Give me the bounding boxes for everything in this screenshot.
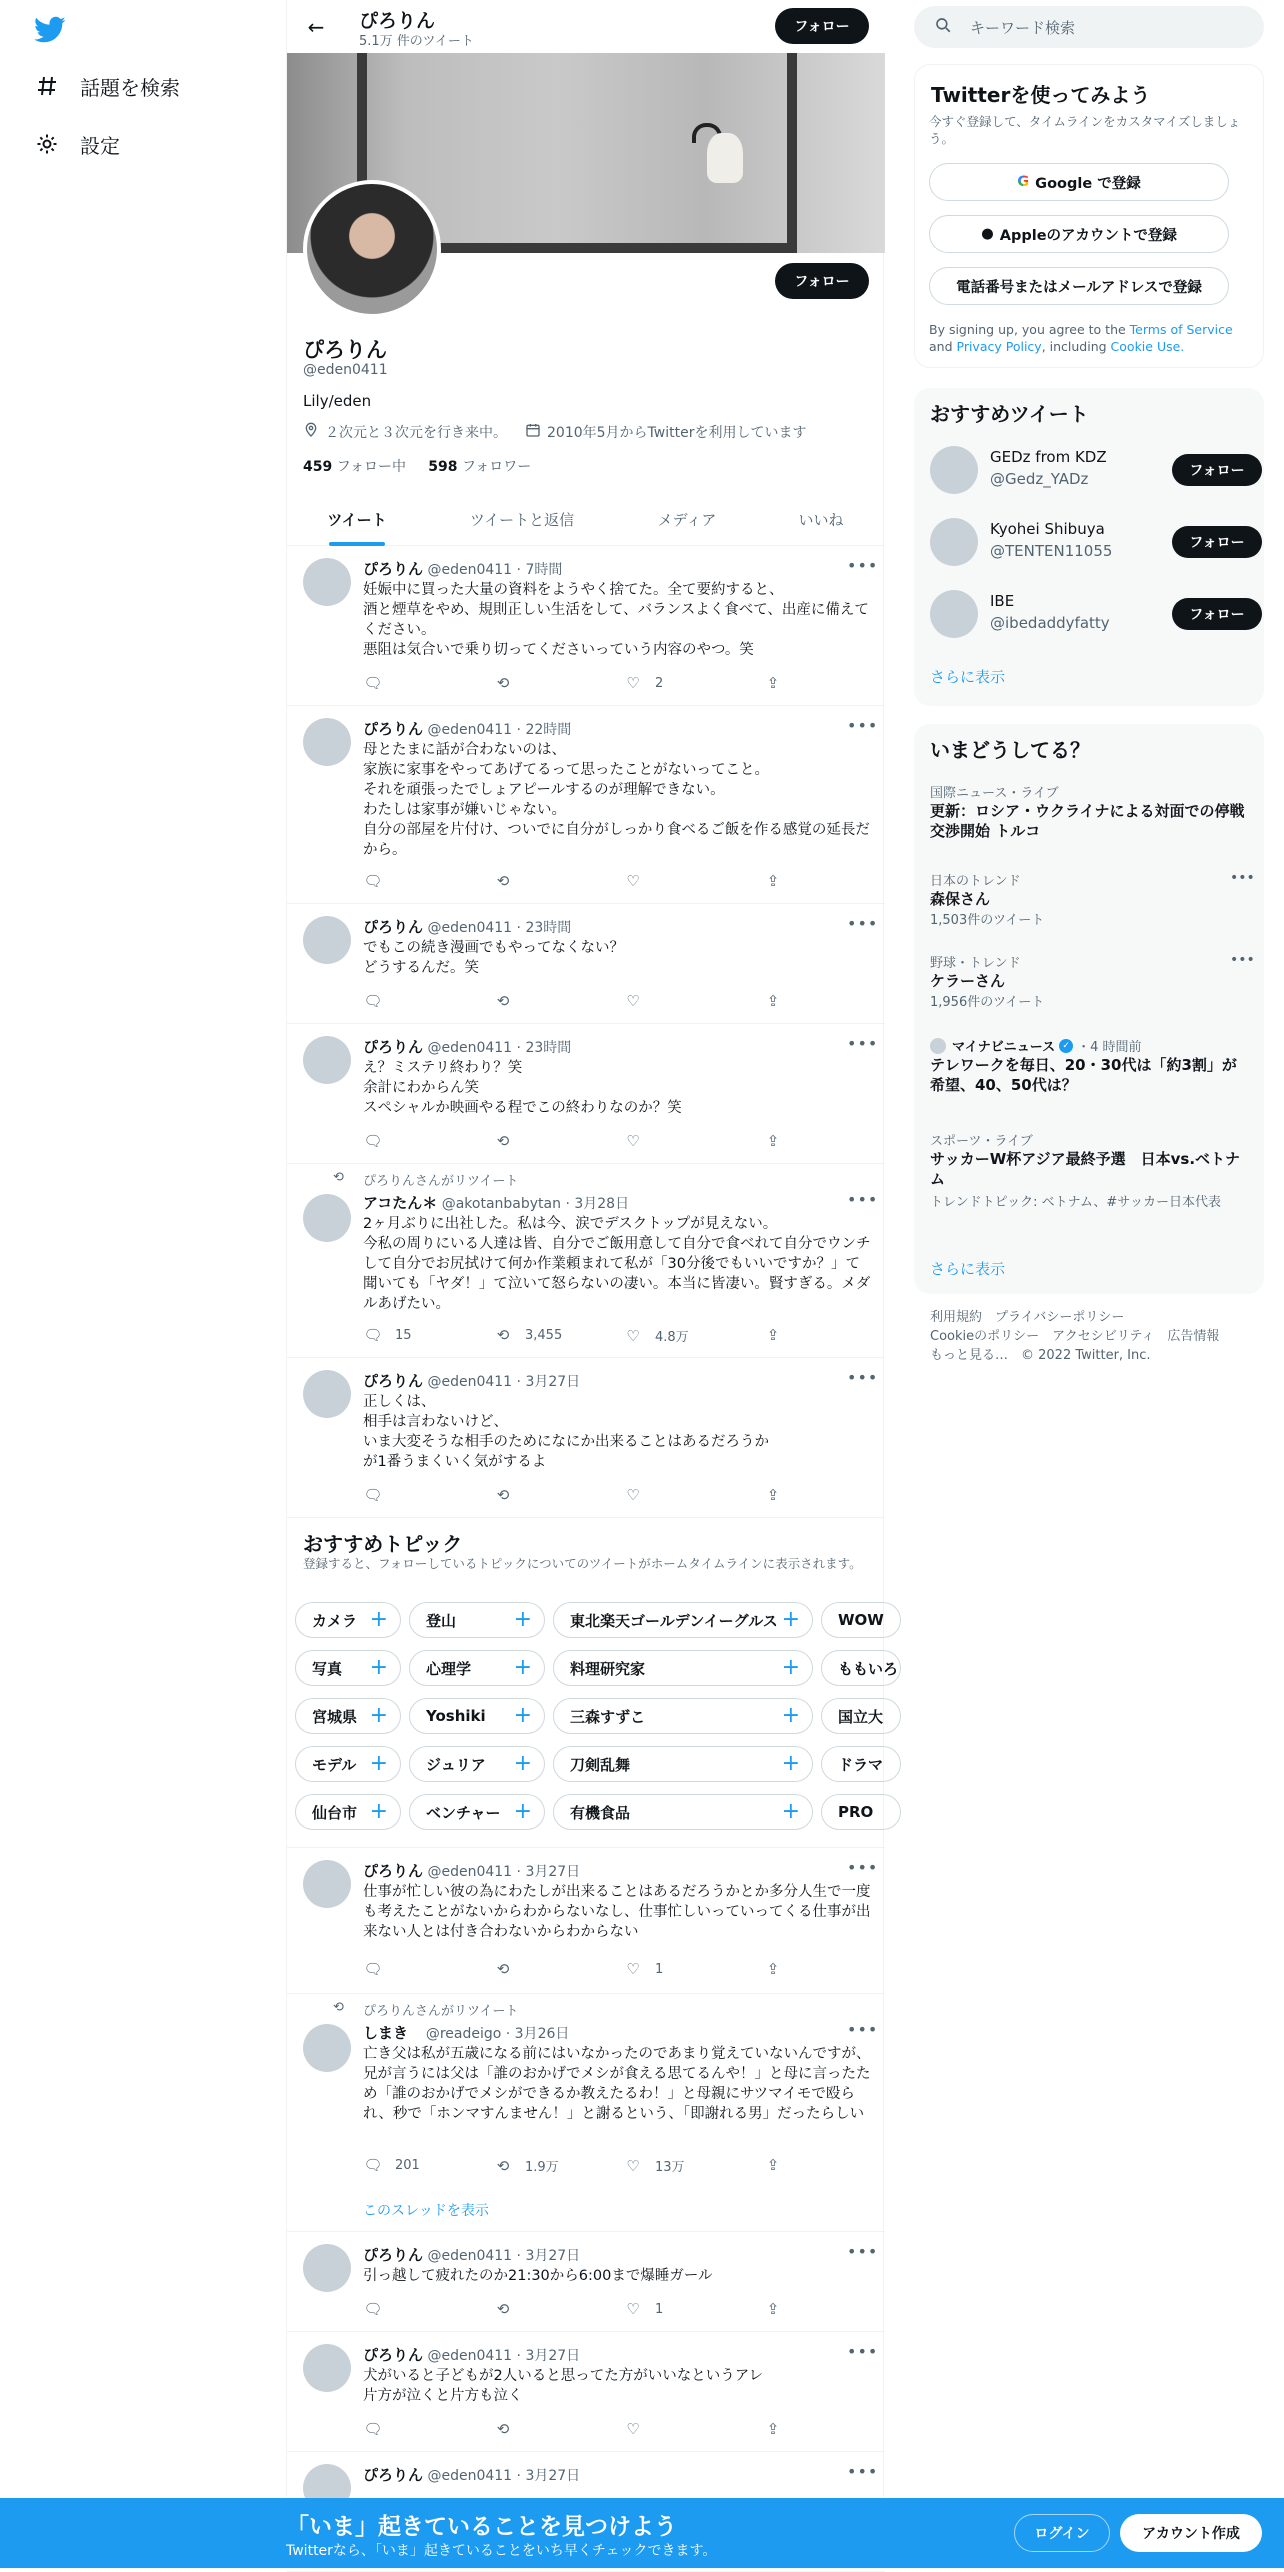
tweet-text: 仕事が忙しい彼の為にわたしが出来ることはあるだろうかとか多分人生で一度も考えたことがないからわからないなし、仕事忙しいっていってくる仕事が出来ない人とは付き合わないからわからない xyxy=(363,1884,871,1940)
heart-icon: ♡ xyxy=(626,2300,640,2318)
tweet-author: ぴろりん xyxy=(363,2466,424,2484)
profile-meta xyxy=(303,422,806,442)
share-icon: ⇪ xyxy=(766,1960,780,1978)
more-icon[interactable]: ••• xyxy=(847,1190,879,1209)
show-thread-link[interactable]: このスレッドを表示 xyxy=(363,2203,489,2219)
topic-pill[interactable]: 心理学 + xyxy=(409,1650,545,1686)
reply-icon: 🗨︎ xyxy=(363,2300,383,2318)
topic-pill[interactable]: 刀剣乱舞 + xyxy=(553,1746,813,1782)
following-link[interactable]: 459 フォロー中 xyxy=(303,459,406,475)
trends-title: いまどうしてる？ xyxy=(930,738,1090,762)
plus-icon: + xyxy=(781,1655,800,1680)
avatar[interactable] xyxy=(303,1370,351,1418)
plus-icon: + xyxy=(513,1703,532,1728)
topic-pill[interactable]: 有機食品 + xyxy=(553,1794,813,1830)
tweet-author: ぴろりん xyxy=(363,560,424,578)
more-icon[interactable]: ••• xyxy=(1230,870,1255,886)
heart-icon: ♡ xyxy=(626,1326,640,1345)
avatar[interactable] xyxy=(303,1194,351,1242)
avatar xyxy=(930,1038,946,1054)
reply-icon: 🗨︎ xyxy=(363,2156,383,2174)
retweet-button[interactable] xyxy=(493,2300,525,2318)
share-button[interactable] xyxy=(763,872,795,890)
avatar[interactable] xyxy=(303,916,351,964)
retweet-icon: ⟲ xyxy=(333,2000,344,2015)
retweeted-by: ぴろりんさんがリツイート xyxy=(363,1174,519,1189)
tweet[interactable]: ぴろりん @eden0411 · 23時間 ••• え？ミステリ終わり？笑 余計にわからん笑 スペシャルか映画やる程でこの終わりなのか？笑 🗨︎ ⟲ ♡ ⇪ xyxy=(287,1024,885,1164)
tweet[interactable]: ぴろりん @eden0411 · 22時間 ••• 母とたまに話が合わないのは、 家族に家事をやってあげてるって思ったことがないってこと。 それを頑張ったでしょアピールするのが理解できない。 わたしは家事が嫌いじゃない。 自分の部屋を片付け、ついでに自分がしっかり食べるご飯を作る感覚の延長だから。 🗨︎ ⟲ ♡ ⇪ xyxy=(287,706,885,904)
avatar[interactable] xyxy=(303,718,351,766)
tweet-time: 3月28日 xyxy=(574,1196,630,1212)
header-name: ぴろりん xyxy=(359,10,436,32)
tab-tweets[interactable]: ツイート xyxy=(287,492,427,546)
heart-icon: ♡ xyxy=(626,992,640,1010)
profile-follow-counts xyxy=(303,456,531,476)
share-button[interactable] xyxy=(763,2156,795,2174)
share-button[interactable] xyxy=(763,1486,795,1504)
reply-icon: 🗨︎ xyxy=(363,872,383,890)
reply-icon: 🗨︎ xyxy=(363,1132,383,1150)
share-button[interactable] xyxy=(763,1132,795,1150)
share-icon: ⇪ xyxy=(766,2420,780,2438)
topic-pill[interactable]: 国立大 xyxy=(821,1698,901,1734)
reply-button[interactable] xyxy=(363,1960,395,1978)
tweet-time: 3月27日 xyxy=(525,2348,581,2364)
topic-pill[interactable]: Yoshiki + xyxy=(409,1698,545,1734)
privacy-link[interactable]: Privacy Policy xyxy=(956,339,1042,354)
who-to-follow-card xyxy=(914,388,1264,706)
tweet-handle: @eden0411 xyxy=(427,1374,513,1390)
tweet-actions xyxy=(363,2156,803,2176)
cookie-link[interactable]: Cookie Use. xyxy=(1110,339,1185,354)
tweet[interactable]: ぴろりん @eden0411 · 3月27日 ••• 正しくは、 相手は言わないけど、 いま大変そうな相手のためになにか出来ることはあるだろうか が1番うまくいく気がするよ 🗨︎ ⟲ ♡ ⇪ xyxy=(287,1358,885,1518)
trend-item[interactable]: 野球・トレンド ケラーさん 1,956件のツイート ••• xyxy=(930,952,1255,1010)
follow-button[interactable]: フォロー xyxy=(1172,526,1262,558)
nav-settings-label: 設定 xyxy=(80,133,120,158)
retweet-icon: ⟲ xyxy=(496,2156,510,2175)
reply-button[interactable] xyxy=(363,872,395,890)
tweet-actions xyxy=(363,872,803,892)
reply-icon: 🗨︎ xyxy=(363,1326,383,1344)
heart-icon: ♡ xyxy=(626,1960,640,1978)
heart-icon: ♡ xyxy=(626,1486,640,1504)
avatar[interactable] xyxy=(303,1860,351,1908)
tweet[interactable]: ぴろりん @eden0411 · 7時間 ••• 妊娠中に買った大量の資料をようやく捨てた。全て要約すると、 酒と煙草をやめ、規則正しい生活をして、バランスよく食べて、出産に備えてください。 悪阻は気合いで乗り切ってくださいっていう内容のやつ。笑 🗨︎ ⟲ ♡ 2 ⇪ xyxy=(287,546,885,706)
bottom-title: 「いま」起きていることを見つけよう xyxy=(286,2514,677,2540)
profile-column xyxy=(286,0,899,2568)
tweet-text: 亡き父は私が五歳になる前にはいなかったのであまり覚えていないんですが、兄が言うには父は「誰のおかげでメシが食える思てるんや！」と母に言ったため「誰のおかげでメシができるか教えたるわ！」と母親にサツマイモで殴られ、秒で「ホンマすんません！」と謝るという、「即謝れる男」だったらしい xyxy=(363,2046,871,2122)
reply-icon: 🗨︎ xyxy=(363,1486,383,1504)
reply-icon: 🗨︎ xyxy=(363,1960,383,1978)
avatar xyxy=(930,446,978,494)
plus-icon: + xyxy=(781,1799,800,1824)
retweet-icon: ⟲ xyxy=(496,1326,510,1344)
topic-pill[interactable]: PRO xyxy=(821,1794,901,1830)
tweet-author: ぴろりん xyxy=(363,1862,424,1880)
share-icon: ⇪ xyxy=(766,674,780,692)
trend-item[interactable]: 国際ニュース・ライブ 更新：ロシア・ウクライナによる対面での停戦交渉開始 トルコ xyxy=(930,786,1245,840)
tweet-actions xyxy=(363,1960,803,1980)
followers-link[interactable]: 598 フォロワー xyxy=(428,459,532,475)
wtf-user[interactable]: Kyohei Shibuya @TENTEN11055 フォロー xyxy=(930,512,1250,572)
plus-icon: + xyxy=(369,1799,388,1824)
retweet-icon: ⟲ xyxy=(496,674,510,692)
tweet-text: 正しくは、 相手は言わないけど、 いま大変そうな相手のためになにか出来ることはあるだろうか が1番うまくいく気がするよ xyxy=(363,1394,769,1470)
tweet-author: ぴろりん xyxy=(363,1038,424,1056)
tweet-author: しまき xyxy=(363,2024,409,2042)
tweet[interactable]: ぴろりん @eden0411 · 3月27日 ••• 引っ越して疲れたのか21:30から6:00まで爆睡ガール 🗨︎ ⟲ ♡ 1 ⇪ xyxy=(287,2232,885,2332)
search-icon xyxy=(934,16,952,38)
bottom-subtitle: Twitterなら、「いま」起きていることをいち早くチェックできます。 xyxy=(286,2543,717,2559)
retweet-icon: ⟲ xyxy=(496,2420,510,2438)
share-button[interactable] xyxy=(763,2300,795,2318)
twitter-logo-icon[interactable] xyxy=(34,16,66,44)
like-button[interactable]: ♡ 13万 xyxy=(623,2156,685,2175)
profile-bio: Lily/eden xyxy=(303,392,372,410)
tweet-time: 23時間 xyxy=(525,1040,572,1056)
profile-location: ２次元と３次元を行き来中。 xyxy=(325,425,507,441)
tweet-author: アコたん＊ xyxy=(363,1194,438,1212)
topic-pill[interactable]: 東北楽天ゴールデンイーグルス + xyxy=(553,1602,813,1638)
plus-icon: + xyxy=(781,1751,800,1776)
google-icon: G xyxy=(1017,174,1030,190)
retweet-icon: ⟲ xyxy=(496,1486,510,1504)
footer-line-2[interactable]: Cookieのポリシー アクセシビリティ 広告情報 xyxy=(930,1329,1220,1344)
trends-card xyxy=(914,724,1264,1294)
like-button[interactable] xyxy=(623,872,655,890)
more-icon[interactable]: ••• xyxy=(847,2242,879,2261)
tweet-text: 妊娠中に買った大量の資料をようやく捨てた。全て要約すると、 酒と煙草をやめ、規則正しい生活をして、バランスよく食べて、出産に備えてください。 悪阻は気合いで乗り切ってくださいっていう内容のやつ。笑 xyxy=(363,582,869,658)
reply-button[interactable] xyxy=(363,1486,395,1504)
reply-icon: 🗨︎ xyxy=(363,992,383,1010)
tweet-text: 引っ越して疲れたのか21:30から6:00まで爆睡ガール xyxy=(363,2268,713,2284)
avatar[interactable] xyxy=(303,2244,351,2292)
retweeted-by: ぴろりんさんがリツイート xyxy=(363,2004,519,2019)
footer-line-1[interactable]: 利用規約 プライバシーポリシー xyxy=(930,1310,1125,1325)
like-button[interactable] xyxy=(623,1132,655,1150)
tweet-time: 3月26日 xyxy=(514,2026,570,2042)
header-follow-button[interactable]: フォロー xyxy=(775,8,869,44)
share-button[interactable] xyxy=(763,674,795,692)
share-icon: ⇪ xyxy=(766,1326,780,1344)
share-button[interactable] xyxy=(763,1326,795,1344)
retweet-icon: ⟲ xyxy=(496,1132,510,1150)
tweet-handle: @eden0411 xyxy=(427,2468,513,2484)
more-icon[interactable]: ••• xyxy=(847,716,879,735)
trend-item[interactable]: 日本のトレンド 森保さん 1,503件のツイート ••• xyxy=(930,870,1255,928)
reply-button[interactable] xyxy=(363,1132,395,1150)
plus-icon: + xyxy=(513,1751,532,1776)
profile-header-bar xyxy=(287,0,885,53)
more-icon[interactable]: ••• xyxy=(847,2020,879,2039)
tweet-time: 7時間 xyxy=(525,562,563,578)
retweet-button[interactable] xyxy=(493,992,525,1010)
tab-tweets-replies[interactable]: ツイートと返信 xyxy=(469,510,575,529)
topic-pill[interactable]: カメラ + xyxy=(295,1602,401,1638)
heart-icon: ♡ xyxy=(626,674,640,692)
tweet-text: え？ミステリ終わり？笑 余計にわからん笑 スペシャルか映画やる程でこの終わりなのか？笑 xyxy=(363,1060,682,1116)
tweet-author: ぴろりん xyxy=(363,2346,424,2364)
tweet-actions xyxy=(363,1486,803,1506)
tweet-time: 3月27日 xyxy=(525,2248,581,2264)
profile-name: ぴろりん xyxy=(303,338,387,362)
topic-pill[interactable]: モデル + xyxy=(295,1746,401,1782)
heart-icon: ♡ xyxy=(626,2156,640,2175)
topic-pill[interactable]: 登山 + xyxy=(409,1602,545,1638)
wtf-user[interactable]: GEDz from KDZ @Gedz_YADz フォロー xyxy=(930,440,1250,500)
search-input[interactable] xyxy=(914,6,1264,48)
tweet-actions xyxy=(363,674,803,694)
tweet-handle: @eden0411 xyxy=(427,920,513,936)
share-icon: ⇪ xyxy=(766,992,780,1010)
location-icon xyxy=(303,422,319,442)
plus-icon: + xyxy=(369,1655,388,1680)
login-button[interactable]: ログイン xyxy=(1014,2514,1110,2552)
retweet-icon: ⟲ xyxy=(496,2300,510,2318)
reply-button[interactable]: 🗨︎ 15 xyxy=(363,1326,412,1344)
tweet[interactable]: ぴろりん @eden0411 · 3月27日 ••• xyxy=(287,2452,885,2572)
tweet-author: ぴろりん xyxy=(363,720,424,738)
plus-icon: + xyxy=(513,1607,532,1632)
topics-title: おすすめトピック xyxy=(303,1532,463,1556)
verified-icon: ✓ xyxy=(1059,1039,1073,1053)
signup-desc: 今すぐ登録して、タイムラインをカスタマイズしましょう。 xyxy=(929,114,1241,146)
like-button[interactable]: ♡ 1 xyxy=(623,1960,663,1978)
topic-pill[interactable]: ジュリア + xyxy=(409,1746,545,1782)
tweet-time: 23時間 xyxy=(525,920,572,936)
profile-joined: 2010年5月からTwitterを利用しています xyxy=(547,425,807,441)
search-placeholder: キーワード検索 xyxy=(970,18,1076,37)
tweet[interactable]: ぴろりん @eden0411 · 23時間 ••• でもこの続き漫画でもやってなくない？ どうするんだ。笑 🗨︎ ⟲ ♡ ⇪ xyxy=(287,904,885,1024)
tweet-text: 母とたまに話が合わないのは、 家族に家事をやってあげてるって思ったことがないってこと。 それを頑張ったでしょアピールするのが理解できない。 わたしは家事が嫌いじゃない。 自分の部屋を片付け、ついでに自分がしっかり食べるご飯を作る感覚の延長だから。 xyxy=(363,742,870,858)
footer-links xyxy=(930,1308,1260,1365)
apple-icon: ● xyxy=(981,226,994,242)
avatar[interactable] xyxy=(303,558,351,606)
wtf-title: おすすめツイート xyxy=(930,402,1089,426)
retweet-icon: ⟲ xyxy=(496,872,510,890)
tweet-handle: @eden0411 xyxy=(427,2248,513,2264)
signup-bottom-bar xyxy=(0,2498,1284,2568)
topic-pill[interactable]: 仙台市 + xyxy=(295,1794,401,1830)
more-icon[interactable]: ••• xyxy=(847,2342,879,2361)
retweet-button[interactable] xyxy=(493,2420,525,2438)
apple-signup-button[interactable]: ● Appleのアカウントで登録 xyxy=(929,215,1229,253)
reply-icon: 🗨︎ xyxy=(363,674,383,692)
tweet-time: 22時間 xyxy=(525,722,572,738)
tweet-text: 2ヶ月ぶりに出社した。私は今、涙でデスクトップが見えない。 今私の周りにいる人達は皆、自分でご飯用意して自分で食べれて自分でウンチして自分でお尻拭けて何か作業頼まれて私が「30分後でもいいですか？」て聞いても「ヤダ！」て泣いて怒らないの凄い。本当に皆凄い。賢すぎる。メダルあげたい。 xyxy=(363,1216,871,1312)
nav-explore-label: 話題を検索 xyxy=(80,75,180,100)
topics-subtitle: 登録すると、フォローしているトピックについてのツイートがホームタイムラインに表示されます。 xyxy=(303,1556,862,1571)
topic-pill[interactable]: 写真 + xyxy=(295,1650,401,1686)
topic-pill[interactable]: ベンチャー + xyxy=(409,1794,545,1830)
signup-card xyxy=(914,64,1264,368)
gear-icon xyxy=(34,131,60,157)
tweet-handle: @eden0411 xyxy=(427,1864,513,1880)
share-icon: ⇪ xyxy=(766,1132,780,1150)
trend-item[interactable]: マイナビニュース ✓ ・4 時間前 テレワークを毎日、20・30代は「約3割」が希望、40、50代は？ xyxy=(930,1036,1250,1095)
avatar xyxy=(930,518,978,566)
tweet-handle: @eden0411 xyxy=(427,722,513,738)
header-tweet-count: 5.1万 件のツイート xyxy=(359,34,474,49)
tweet-time: 3月27日 xyxy=(525,2468,581,2484)
more-icon[interactable]: ••• xyxy=(1230,952,1255,968)
like-button[interactable] xyxy=(623,1486,655,1504)
more-icon[interactable]: ••• xyxy=(847,1858,879,1877)
tweet-author: ぴろりん xyxy=(363,918,424,936)
heart-icon: ♡ xyxy=(626,1132,640,1150)
footer-line-3[interactable]: もっと見る… © 2022 Twitter, Inc. xyxy=(930,1348,1151,1363)
avatar[interactable] xyxy=(303,1036,351,1084)
like-button[interactable]: ♡ 2 xyxy=(623,674,663,692)
tweet-actions xyxy=(363,1132,803,1152)
plus-icon: + xyxy=(369,1607,388,1632)
wtf-show-more[interactable]: さらに表示 xyxy=(930,668,1006,686)
back-arrow-icon[interactable]: ← xyxy=(307,15,325,39)
retweet-icon: ⟲ xyxy=(496,992,510,1010)
tweet-author: ぴろりん xyxy=(363,2246,424,2264)
nav-settings[interactable] xyxy=(34,124,120,164)
google-signup-button[interactable]: G Google で登録 xyxy=(929,163,1229,201)
terms-text: By signing up, you agree to the Terms of Service and Privacy Policy, including Cookie Use. xyxy=(929,322,1233,354)
tweet[interactable]: ⟲ ぴろりんさんがリツイート しまき @readeigo · 3月26日 ••• 亡き父は私が五歳になる前にはいなかったのであまり覚えていないんですが、兄が言うには父は「誰のおかげでメシが食える思てるんや！」と母に言ったため「誰のおかげでメシができるか教えたるわ！」と母親にサツマイモで殴られ、秒で「ホンマすんません！」と謝るという、「即謝れる男」だったらしい 🗨︎ 201 ⟲ 1.9万 ♡ 13万 ⇪ このスレッドを表示 xyxy=(287,1994,885,2232)
signup-title: Twitterを使ってみよう xyxy=(931,83,1151,107)
calendar-icon xyxy=(525,422,541,442)
tweet-actions xyxy=(363,2420,803,2440)
retweet-button[interactable] xyxy=(493,1132,525,1150)
reply-button[interactable] xyxy=(363,674,395,692)
share-button[interactable] xyxy=(763,1960,795,1978)
share-icon: ⇪ xyxy=(766,2300,780,2318)
tweet-handle: @eden0411 xyxy=(427,1040,513,1056)
plus-icon: + xyxy=(513,1655,532,1680)
retweet-icon: ⟲ xyxy=(496,1960,510,1978)
plus-icon: + xyxy=(781,1703,800,1728)
hash-icon xyxy=(34,73,60,99)
topic-pill[interactable]: WOW xyxy=(821,1602,901,1638)
trend-item[interactable]: スポーツ・ライブ サッカーW杯アジア最終予選 日本vs.ベトナム トレンドトピック: ベトナム、#サッカー日本代表 xyxy=(930,1134,1241,1210)
tweet-actions xyxy=(363,1326,803,1346)
tweet-handle: @eden0411 xyxy=(427,2348,513,2364)
avatar[interactable] xyxy=(303,2344,351,2392)
topic-pill[interactable]: ももいろ xyxy=(821,1650,901,1686)
profile-avatar[interactable] xyxy=(303,180,441,318)
tweet-handle: @eden0411 xyxy=(427,562,513,578)
terms-link[interactable]: Terms of Service xyxy=(1129,322,1233,337)
plus-icon: + xyxy=(369,1751,388,1776)
retweet-button[interactable] xyxy=(493,872,525,890)
nav-explore[interactable] xyxy=(34,66,180,106)
topic-pill[interactable]: ドラマ xyxy=(821,1746,901,1782)
reply-button[interactable]: 🗨︎ 201 xyxy=(363,2156,420,2174)
like-button[interactable] xyxy=(623,992,655,1010)
more-icon[interactable]: ••• xyxy=(847,1034,879,1053)
signup-button[interactable]: アカウント作成 xyxy=(1120,2514,1262,2552)
follow-button[interactable]: フォロー xyxy=(1172,454,1262,486)
reply-button[interactable] xyxy=(363,2420,395,2438)
retweet-button[interactable] xyxy=(493,674,525,692)
follow-button[interactable]: フォロー xyxy=(1172,598,1262,630)
trends-show-more[interactable]: さらに表示 xyxy=(930,1260,1006,1278)
wtf-user[interactable]: IBE @ibedaddyfatty フォロー xyxy=(930,584,1250,644)
plus-icon: + xyxy=(781,1607,800,1632)
avatar[interactable] xyxy=(303,2024,351,2072)
like-button[interactable]: ♡ 4.8万 xyxy=(623,1326,689,1345)
share-icon: ⇪ xyxy=(766,2156,780,2174)
recommended-topics xyxy=(287,1518,899,1848)
more-icon[interactable]: ••• xyxy=(847,2462,879,2481)
retweet-button[interactable]: ⟲ 3,455 xyxy=(493,1326,562,1344)
tweet-actions xyxy=(363,992,803,1012)
like-button[interactable] xyxy=(623,2420,655,2438)
topic-pill[interactable]: 料理研究家 + xyxy=(553,1650,813,1686)
share-button[interactable] xyxy=(763,2420,795,2438)
retweet-icon: ⟲ xyxy=(333,1170,344,1185)
plus-icon: + xyxy=(369,1703,388,1728)
like-button[interactable]: ♡ 1 xyxy=(623,2300,663,2318)
follow-button[interactable]: フォロー xyxy=(775,263,869,299)
more-icon[interactable]: ••• xyxy=(847,1368,879,1387)
phone-signup-button[interactable]: 電話番号またはメールアドレスで登録 xyxy=(929,267,1229,305)
tweet-text: でもこの続き漫画でもやってなくない？ どうするんだ。笑 xyxy=(363,940,624,976)
tweet[interactable]: ぴろりん @eden0411 · 3月27日 ••• 仕事が忙しい彼の為にわたしが出来ることはあるだろうかとか多分人生で一度も考えたことがないからわからないなし、仕事忙しいっていってくる仕事が出来ない人とは付き合わないからわからない 🗨︎ ⟲ ♡ 1 ⇪ xyxy=(287,1848,885,1994)
plus-icon: + xyxy=(513,1799,532,1824)
tweet-time: 3月27日 xyxy=(525,1864,581,1880)
tweet-author: ぴろりん xyxy=(363,1372,424,1390)
share-icon: ⇪ xyxy=(766,1486,780,1504)
heart-icon: ♡ xyxy=(626,872,640,890)
topic-pill[interactable]: 宮城県 + xyxy=(295,1698,401,1734)
more-icon[interactable]: ••• xyxy=(847,914,879,933)
reply-icon: 🗨︎ xyxy=(363,2420,383,2438)
tweet-time: 3月27日 xyxy=(525,1374,581,1390)
retweet-button[interactable]: ⟲ 1.9万 xyxy=(493,2156,559,2175)
avatar xyxy=(930,590,978,638)
profile-tabs xyxy=(287,492,885,546)
tweet-actions xyxy=(363,2300,803,2320)
tweet[interactable]: ぴろりん @eden0411 · 3月27日 ••• 犬がいると子どもが2人いると思ってた方がいいなというアレ 片方が泣くと片方も泣く 🗨︎ ⟲ ♡ ⇪ xyxy=(287,2332,885,2452)
tab-media[interactable]: メディア xyxy=(657,510,717,529)
retweet-button[interactable] xyxy=(493,1960,525,1978)
heart-icon: ♡ xyxy=(626,2420,640,2438)
tweet[interactable]: ⟲ ぴろりんさんがリツイート アコたん＊ @akotanbabytan · 3月28日 ••• 2ヶ月ぶりに出社した。私は今、涙でデスクトップが見えない。 今私の周りにいる人達は皆、自分でご飯用意して自分で食べれて自分でウンチして自分でお尻拭けて何か作業頼まれて私が「30分後でもいいですか？」て聞いても「ヤダ！」て泣いて怒らないの凄い。本当に皆凄い。賢すぎる。メダルあげたい。 🗨︎ 15 ⟲ 3,455 ♡ 4.8万 ⇪ xyxy=(287,1164,885,1358)
more-icon[interactable]: ••• xyxy=(847,556,879,575)
tweet-handle: @readeigo xyxy=(425,2026,502,2042)
reply-button[interactable] xyxy=(363,2300,395,2318)
share-icon: ⇪ xyxy=(766,872,780,890)
share-button[interactable] xyxy=(763,992,795,1010)
profile-handle: @eden0411 xyxy=(303,362,388,378)
tweet-text: 犬がいると子どもが2人いると思ってた方がいいなというアレ 片方が泣くと片方も泣く xyxy=(363,2368,764,2404)
tweet-handle: @akotanbabytan xyxy=(441,1196,561,1212)
retweet-button[interactable] xyxy=(493,1486,525,1504)
tab-likes[interactable]: いいね xyxy=(798,510,844,529)
reply-button[interactable] xyxy=(363,992,395,1010)
topic-pill[interactable]: 三森すずこ + xyxy=(553,1698,813,1734)
